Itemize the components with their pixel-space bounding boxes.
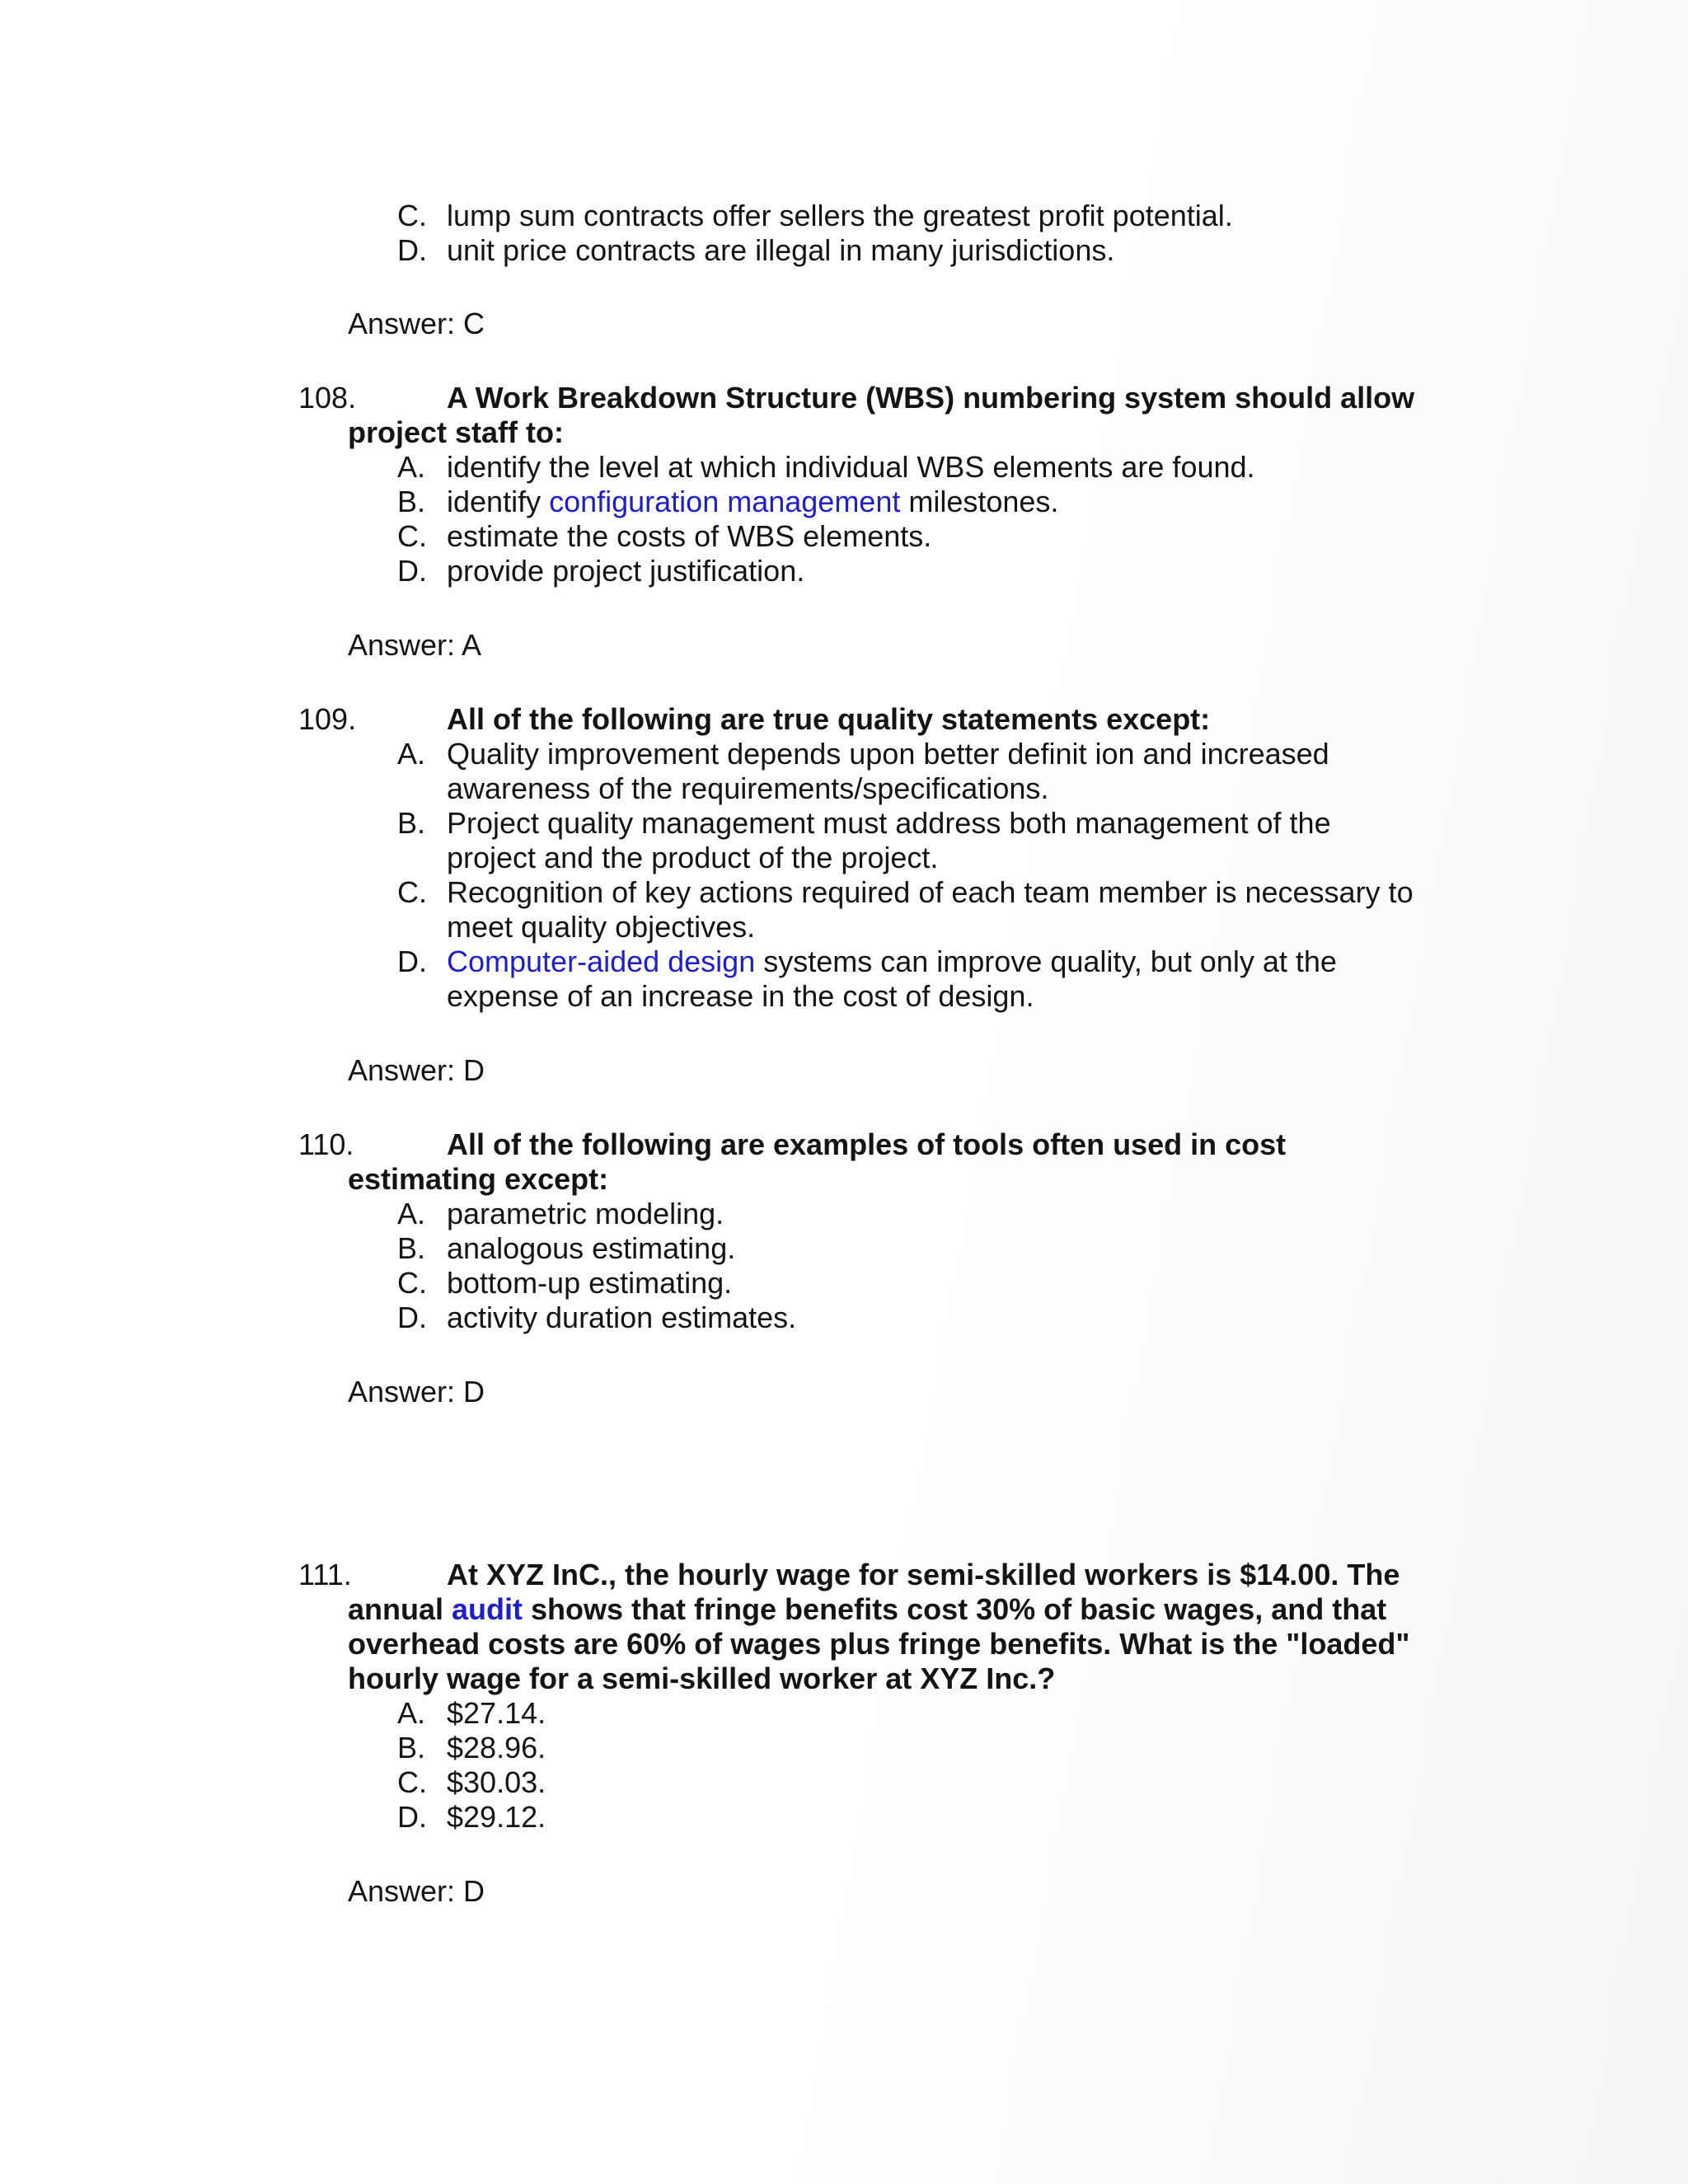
option-letter: D. [397, 554, 427, 588]
option-letter: B. [397, 485, 426, 518]
stem-text-pre: annual [348, 1592, 452, 1626]
option-text [447, 485, 1058, 519]
answer-line: Answer: A [348, 628, 482, 662]
option-letter: B. [397, 806, 426, 840]
option-text: identify the level at which individual WBS elements are found. [447, 450, 1255, 484]
audit-link[interactable]: audit [452, 1592, 523, 1626]
option-letter: C. [397, 1266, 427, 1300]
option-letter: D. [397, 1301, 427, 1334]
question-number: 110. [298, 1127, 354, 1161]
option-text-continued: awareness of the requirements/specifications. [447, 771, 1049, 805]
option-text: activity duration estimates. [447, 1301, 797, 1334]
computer-aided-design-link[interactable]: Computer-aided design [447, 944, 756, 978]
option-text: analogous estimating. [447, 1231, 736, 1265]
option-text: estimate the costs of WBS elements. [447, 519, 932, 553]
option-text: unit price contracts are illegal in many jurisdictions. [447, 233, 1115, 267]
option-text: bottom-up estimating. [447, 1266, 733, 1300]
stem-text-post: shows that fringe benefits cost 30% of basic wages, and that [523, 1592, 1387, 1626]
option-text-pre: identify [447, 485, 550, 518]
option-letter: D. [397, 944, 427, 978]
option-text-continued: project and the product of the project. [447, 841, 939, 874]
question-stem: All of the following are true quality statements except: [447, 702, 1211, 736]
option-letter: A. [397, 1197, 426, 1230]
option-letter: C. [397, 519, 427, 553]
option-letter: A. [397, 1696, 426, 1730]
option-letter: C. [397, 875, 427, 909]
option-letter: D. [397, 1800, 427, 1834]
option-text: Quality improvement depends upon better definit ion and increased [447, 737, 1329, 771]
configuration-management-link[interactable]: configuration management [549, 485, 901, 518]
answer-line: Answer: D [348, 1874, 485, 1908]
option-text: lump sum contracts offer sellers the greatest profit potential. [447, 199, 1233, 232]
option-text: $27.14. [447, 1696, 546, 1730]
question-number: 108. [298, 381, 357, 415]
option-letter: B. [397, 1731, 426, 1765]
option-letter: C. [397, 1765, 427, 1799]
option-text: $29.12. [447, 1800, 546, 1834]
answer-line: Answer: D [348, 1053, 485, 1087]
option-text [447, 944, 1337, 979]
option-letter: D. [397, 233, 427, 267]
option-letter: C. [397, 199, 427, 232]
question-stem-continued: estimating except: [348, 1162, 609, 1196]
option-letter: A. [397, 450, 426, 484]
option-text-continued: meet quality objectives. [447, 910, 756, 944]
answer-line: Answer: D [348, 1375, 485, 1408]
option-text: Project quality management must address both management of the [447, 806, 1331, 840]
question-number: 111. [298, 1558, 352, 1591]
option-letter: A. [397, 737, 426, 771]
question-stem-continued: hourly wage for a semi-skilled worker at XYZ Inc.? [348, 1661, 1056, 1695]
question-stem-continued: overhead costs are 60% of wages plus fringe benefits. What is the "loaded" [348, 1627, 1410, 1661]
option-text-post: milestones. [900, 485, 1059, 518]
option-text: $28.96. [447, 1731, 546, 1765]
question-number: 109. [298, 702, 357, 736]
option-text: Recognition of key actions required of each team member is necessary to [447, 875, 1414, 909]
question-stem-continued: project staff to: [348, 415, 565, 449]
question-stem: A Work Breakdown Structure (WBS) numbering system should allow [447, 381, 1415, 415]
question-stem-continued [348, 1592, 1386, 1627]
option-text: $30.03. [447, 1765, 546, 1799]
option-letter: B. [397, 1231, 426, 1265]
option-text-continued: expense of an increase in the cost of design. [447, 979, 1034, 1013]
question-stem: At XYZ InC., the hourly wage for semi-skilled workers is $14.00. The [447, 1558, 1400, 1591]
option-text: parametric modeling. [447, 1197, 724, 1230]
option-text: provide project justification. [447, 554, 805, 588]
answer-line: Answer: C [348, 307, 485, 340]
question-stem: All of the following are examples of tools often used in cost [447, 1127, 1287, 1161]
option-text-post: systems can improve quality, but only at the [755, 944, 1337, 978]
